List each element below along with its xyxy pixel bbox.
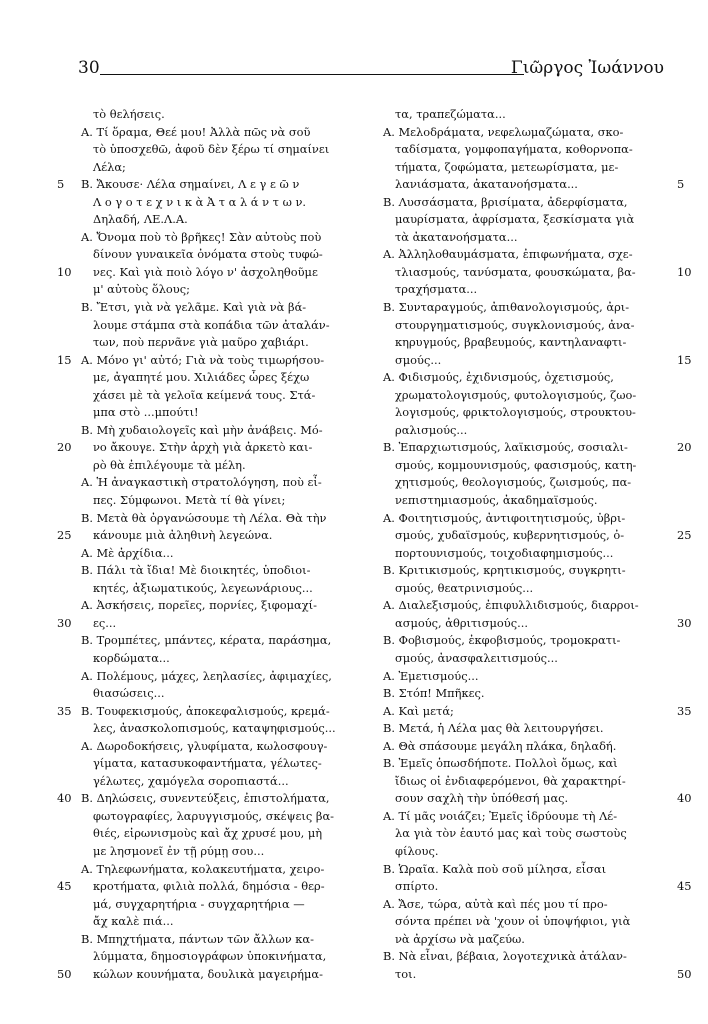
text-line: Β. Μετά, ἡ Λέλα μας θὰ λειτουργήσει.	[383, 721, 604, 736]
text-line: Β. Στόπ! Μπῆκες.	[383, 686, 485, 701]
text-line: τὰ ἀκατανοήσματα...	[395, 229, 518, 244]
text-line: Α. Τί μᾶς νοιάζει; Ἐμεῖς ἱδρύουμε τὴ Λέ-	[383, 808, 618, 823]
text-line: νεπιστημιασμούς, ἀκαδημαϊσμούς.	[395, 493, 598, 508]
line-number: 5	[677, 177, 685, 192]
text-line: γίματα, κατασυκοφαντήματα, γέλωτες-	[93, 756, 322, 771]
text-line: Α. Ἀλληλοθαυμάσματα, ἐπιφωνήματα, σχε-	[383, 247, 633, 262]
text-line: λες, ἀνασκολοπισμούς, καταψηφισμούς...	[93, 721, 336, 736]
text-line: σόντα πρέπει νὰ 'χουν οἱ ὑποψήφιοι, γιὰ	[395, 914, 631, 929]
text-line: με, ἀγαπητέ μου. Χιλιάδες ὧρες ξέχω	[93, 370, 310, 385]
text-line: θιές, εἰρωνισμοὺς καὶ ἄχ χρυσέ μου, μὴ	[93, 826, 323, 841]
line-number: 40	[677, 791, 692, 806]
left-text-column	[81, 106, 339, 983]
line-number: 25	[57, 528, 72, 543]
running-title: Γιῶργος Ἰωάννου	[510, 58, 664, 78]
text-line: Α. Δωροδοκήσεις, γλυφίματα, κωλοσφουγ-	[81, 738, 328, 753]
text-line: Δηλαδή, ΛΕ.Λ.Α.	[93, 212, 188, 227]
line-number: 15	[677, 352, 692, 367]
line-number: 15	[57, 352, 72, 367]
text-line: λύμματα, δημοσιογράφων ὑποκινήματα,	[93, 949, 327, 964]
text-line: Α. Τηλεφωνήματα, κολακευτήματα, χειρο-	[81, 861, 325, 876]
text-line: Β. Μπηχτήματα, πάντων τῶν ἄλλων κα-	[81, 931, 314, 946]
text-line: κορδώματα...	[93, 650, 170, 665]
text-line: Α. Φιδισμούς, ἐχιδνισμούς, ὀχετισμούς,	[383, 370, 614, 385]
text-line: σμούς, κομμουνισμούς, φασισμούς, κατη-	[395, 457, 637, 472]
line-number: 50	[677, 966, 692, 981]
text-line: Λέλα;	[93, 159, 126, 174]
text-line: χάσει μὲ τὰ γελοῖα κείμενά τους. Στά-	[93, 387, 316, 402]
line-number: 40	[57, 791, 72, 806]
text-line: γέλωτες, χαμόγελα σοροπιαστά...	[93, 773, 289, 788]
text-line: Β. Τρομπέτες, μπάντες, κέρατα, παράσημα,	[81, 633, 332, 648]
text-line: Α. Μὲ ἀρχίδια...	[81, 545, 174, 560]
text-line: Β. Συνταραγμούς, ἀπιθανολογισμούς, ἀρι-	[383, 300, 630, 315]
text-line: Α. Ἀσκήσεις, πορεῖες, πορνίες, ξιφομαχί-	[81, 598, 317, 613]
text-line: σουν σαχλὴ τὴν ὑπόθεσή μας.	[395, 791, 569, 806]
text-line: νες. Καὶ γιὰ ποιὸ λόγο ν' ἀσχοληθοῦμε	[93, 264, 318, 279]
text-line: στουργηματισμούς, συγκλονισμούς, ἀνα-	[395, 317, 635, 332]
text-line: νὰ ἀρχίσω νὰ μαζεύω.	[395, 931, 525, 946]
text-line: Α. Ἄσε, τώρα, αὐτὰ καὶ πές μου τί προ-	[383, 896, 608, 911]
text-line: σμούς, θεατρινισμούς...	[395, 580, 534, 595]
text-line: τοι.	[395, 966, 417, 981]
text-line: Β. Φοβισμούς, ἐκφοβισμούς, τρομοκρατι-	[383, 633, 621, 648]
text-line: Λ ο γ ο τ ε χ ν ι κ ὰ Ἀ τ α λ ά ν τ ω ν.	[93, 194, 307, 209]
text-line: Β. Ἄκουσε· Λέλα σημαίνει, Λ ε γ ε ῶ ν	[81, 177, 300, 192]
text-line: ρὸ θὰ ἐπιλέγουμε τὰ μέλη.	[93, 457, 246, 472]
text-line: τα, τραπεζώματα...	[395, 107, 506, 121]
text-line: Β. Ὡραῖα. Καλὰ ποὺ σοῦ μίλησα, εἶσαι	[383, 861, 607, 876]
text-line: φίλους.	[395, 843, 439, 858]
text-line: μαυρίσματα, ἀφρίσματα, ξεσκίσματα γιὰ	[395, 212, 635, 227]
text-line: τὸ ὑποσχεθῶ, ἀφοῦ δὲν ξέρω τί σημαίνει	[93, 142, 330, 157]
text-line: κροτήματα, φιλιὰ πολλά, δημόσια - θερ-	[93, 879, 325, 894]
text-line: κάνουμε μιὰ ἀληθινὴ λεγεώνα.	[93, 528, 273, 543]
text-line: Β. Τουφεκισμούς, ἀποκεφαλισμούς, κρεμά-	[81, 703, 330, 718]
text-line: ες...	[93, 615, 117, 630]
text-line: χρωματολογισμούς, φυτολογισμούς, ζωο-	[395, 387, 637, 402]
text-line: κηρυγμούς, βραβευμούς, καντηλαναφτι-	[395, 335, 627, 350]
text-line: Α. Ἐμετισμούς...	[383, 668, 479, 683]
text-line: Β. Δηλώσεις, συνεντεύξεις, ἐπιστολήματα,	[81, 791, 330, 806]
right-text-column	[383, 106, 647, 983]
text-line: Β. Ἔτσι, γιὰ νὰ γελᾶμε. Καὶ γιὰ νὰ βά-	[81, 300, 307, 315]
text-line: δίνουν γυναικεῖα ὀνόματα στοὺς τυφώ-	[93, 247, 323, 262]
text-line: Α. Φοιτητισμούς, ἀντιφοιτητισμούς, ὑβρι-	[383, 510, 626, 525]
text-line: θιασώσεις...	[93, 686, 165, 701]
header-rule	[100, 74, 524, 75]
line-number: 30	[57, 615, 72, 630]
text-line: φωτογραφίες, λαρυγγισμούς, σκέψεις βα-	[93, 808, 334, 823]
text-line: Β. Μετὰ θὰ ὀργανώσουμε τὴ Λέλα. Θὰ τὴν	[81, 510, 327, 525]
text-line: μ' αὐτοὺς ὅλους;	[93, 282, 190, 297]
text-line: ταδίσματα, γομφοπαγήματα, κοθορνοπα-	[395, 142, 633, 157]
line-number: 35	[57, 703, 72, 718]
text-line: σμούς...	[395, 352, 442, 367]
text-line: Β. Λυσσάσματα, βρισίματα, ἀδερφίσματα,	[383, 194, 628, 209]
text-line: λα γιὰ τὸν ἑαυτό μας καὶ τοὺς σωστοὺς	[395, 826, 627, 841]
text-line: Α. Διαλεξισμούς, ἐπιφυλλιδισμούς, διαρροι-	[383, 598, 639, 613]
text-line: σμούς, ἀνασφαλειτισμούς...	[395, 650, 558, 665]
text-line: με λησμονεῖ ἐν τῇ ρύμῃ σου...	[93, 843, 265, 858]
text-line: μπα στὸ ...μπούτι!	[93, 405, 199, 420]
text-line: Α. Πολέμους, μάχες, λεηλασίες, ἀφιμαχίες,	[81, 668, 332, 683]
text-line: Β. Ἐμεῖς ὁπωσδήποτε. Πολλοὶ ὅμως, καὶ	[383, 756, 618, 771]
text-line: σμούς, χυδαϊσμούς, κυβερνητισμούς, ὀ-	[395, 528, 625, 543]
text-line: Β. Πάλι τὰ ἴδια! Μὲ διοικητές, ὑποδιοι-	[81, 563, 311, 578]
page-header	[78, 57, 664, 81]
text-line: ασμούς, ἀθριτισμούς...	[395, 615, 528, 630]
line-number: 5	[57, 177, 65, 192]
text-line: τὸ θελήσεις.	[93, 107, 165, 121]
text-line: τραχήσματα...	[395, 282, 478, 297]
text-line: λογισμούς, φρικτολογισμούς, στρουκτου-	[395, 405, 636, 420]
text-line: κώλων κουνήματα, δουλικὰ μαγειρήμα-	[93, 966, 323, 981]
line-number: 20	[677, 440, 692, 455]
text-line: Α. Ἡ ἀναγκαστικὴ στρατολόγηση, ποὺ εἶ-	[81, 475, 322, 490]
text-line: Β. Μὴ χυδαιολογεῖς καὶ μὴν ἀνάβεις. Μό-	[81, 422, 323, 437]
line-number: 50	[57, 966, 72, 981]
line-number: 30	[677, 615, 692, 630]
line-number: 20	[57, 440, 72, 455]
text-line: λουμε στάμπα στὰ κοπάδια τῶν ἀταλάν-	[93, 317, 330, 332]
text-line: Β. Κριτικισμούς, κρητικισμούς, συγκρητι-	[383, 563, 626, 578]
text-line: νο ἄκουγε. Στὴν ἀρχὴ γιὰ ἀρκετὸ και-	[93, 440, 313, 455]
text-line: Α. Τί ὅραμα, Θεέ μου! Ἀλλὰ πῶς νὰ σοῦ	[81, 124, 311, 139]
text-line: Β. Νὰ εἶναι, βέβαια, λογοτεχνικὰ ἀτάλαν-	[383, 949, 627, 964]
text-line: Α. Μόνο γι' αὐτό; Γιὰ νὰ τοὺς τιμωρήσου-	[81, 352, 325, 367]
line-number: 35	[677, 703, 692, 718]
text-line: Α. Θὰ σπάσουμε μεγάλη πλάκα, δηλαδή.	[383, 738, 617, 753]
page-number: 30	[78, 58, 100, 78]
text-line: λανιάσματα, ἀκατανοήσματα...	[395, 177, 578, 192]
line-number: 25	[677, 528, 692, 543]
text-line: τλιασμούς, τανύσματα, φουσκώματα, βα-	[395, 264, 636, 279]
text-line: πορτουνισμούς, τοιχοδιαφημισμούς...	[395, 545, 614, 560]
text-line: πες. Σύμφωνοι. Μετὰ τί θὰ γίνει;	[93, 493, 286, 508]
text-line: ἄχ καλὲ πιά...	[93, 914, 174, 929]
text-line: ἴδιως οἱ ἐνδιαφερόμενοι, θὰ χαρακτηρί-	[395, 773, 626, 788]
text-line: Α. Μελοδράματα, νεφελωμαζώματα, σκο-	[383, 124, 624, 139]
text-line: τήματα, ζοφώματα, μετεωρίσματα, με-	[395, 159, 619, 174]
text-line: μά, συγχαρητήρια - συγχαρητήρια —	[93, 896, 305, 911]
text-line: Α. Καὶ μετά;	[383, 703, 454, 718]
line-number: 45	[677, 879, 692, 894]
text-line: σπίρτο.	[395, 879, 439, 894]
text-line: κητές, ἀξιωματικούς, λεγεωνάριους...	[93, 580, 313, 595]
text-line: Β. Ἐπαρχιωτισμούς, λαϊκισμούς, σοσιαλι-	[383, 440, 628, 455]
line-number: 45	[57, 879, 72, 894]
text-line: χητισμούς, θεολογισμούς, ζωισμούς, πα-	[395, 475, 632, 490]
line-number: 10	[677, 264, 692, 279]
text-line: των, ποὺ περνᾶνε γιὰ μαῦρο χαβιάρι.	[93, 335, 309, 350]
line-number: 10	[57, 264, 72, 279]
text-line: ραλισμούς...	[395, 422, 468, 437]
text-line: Α. Ὄνομα ποὺ τὸ βρῆκες! Σὰν αὐτοὺς ποὺ	[81, 229, 322, 244]
